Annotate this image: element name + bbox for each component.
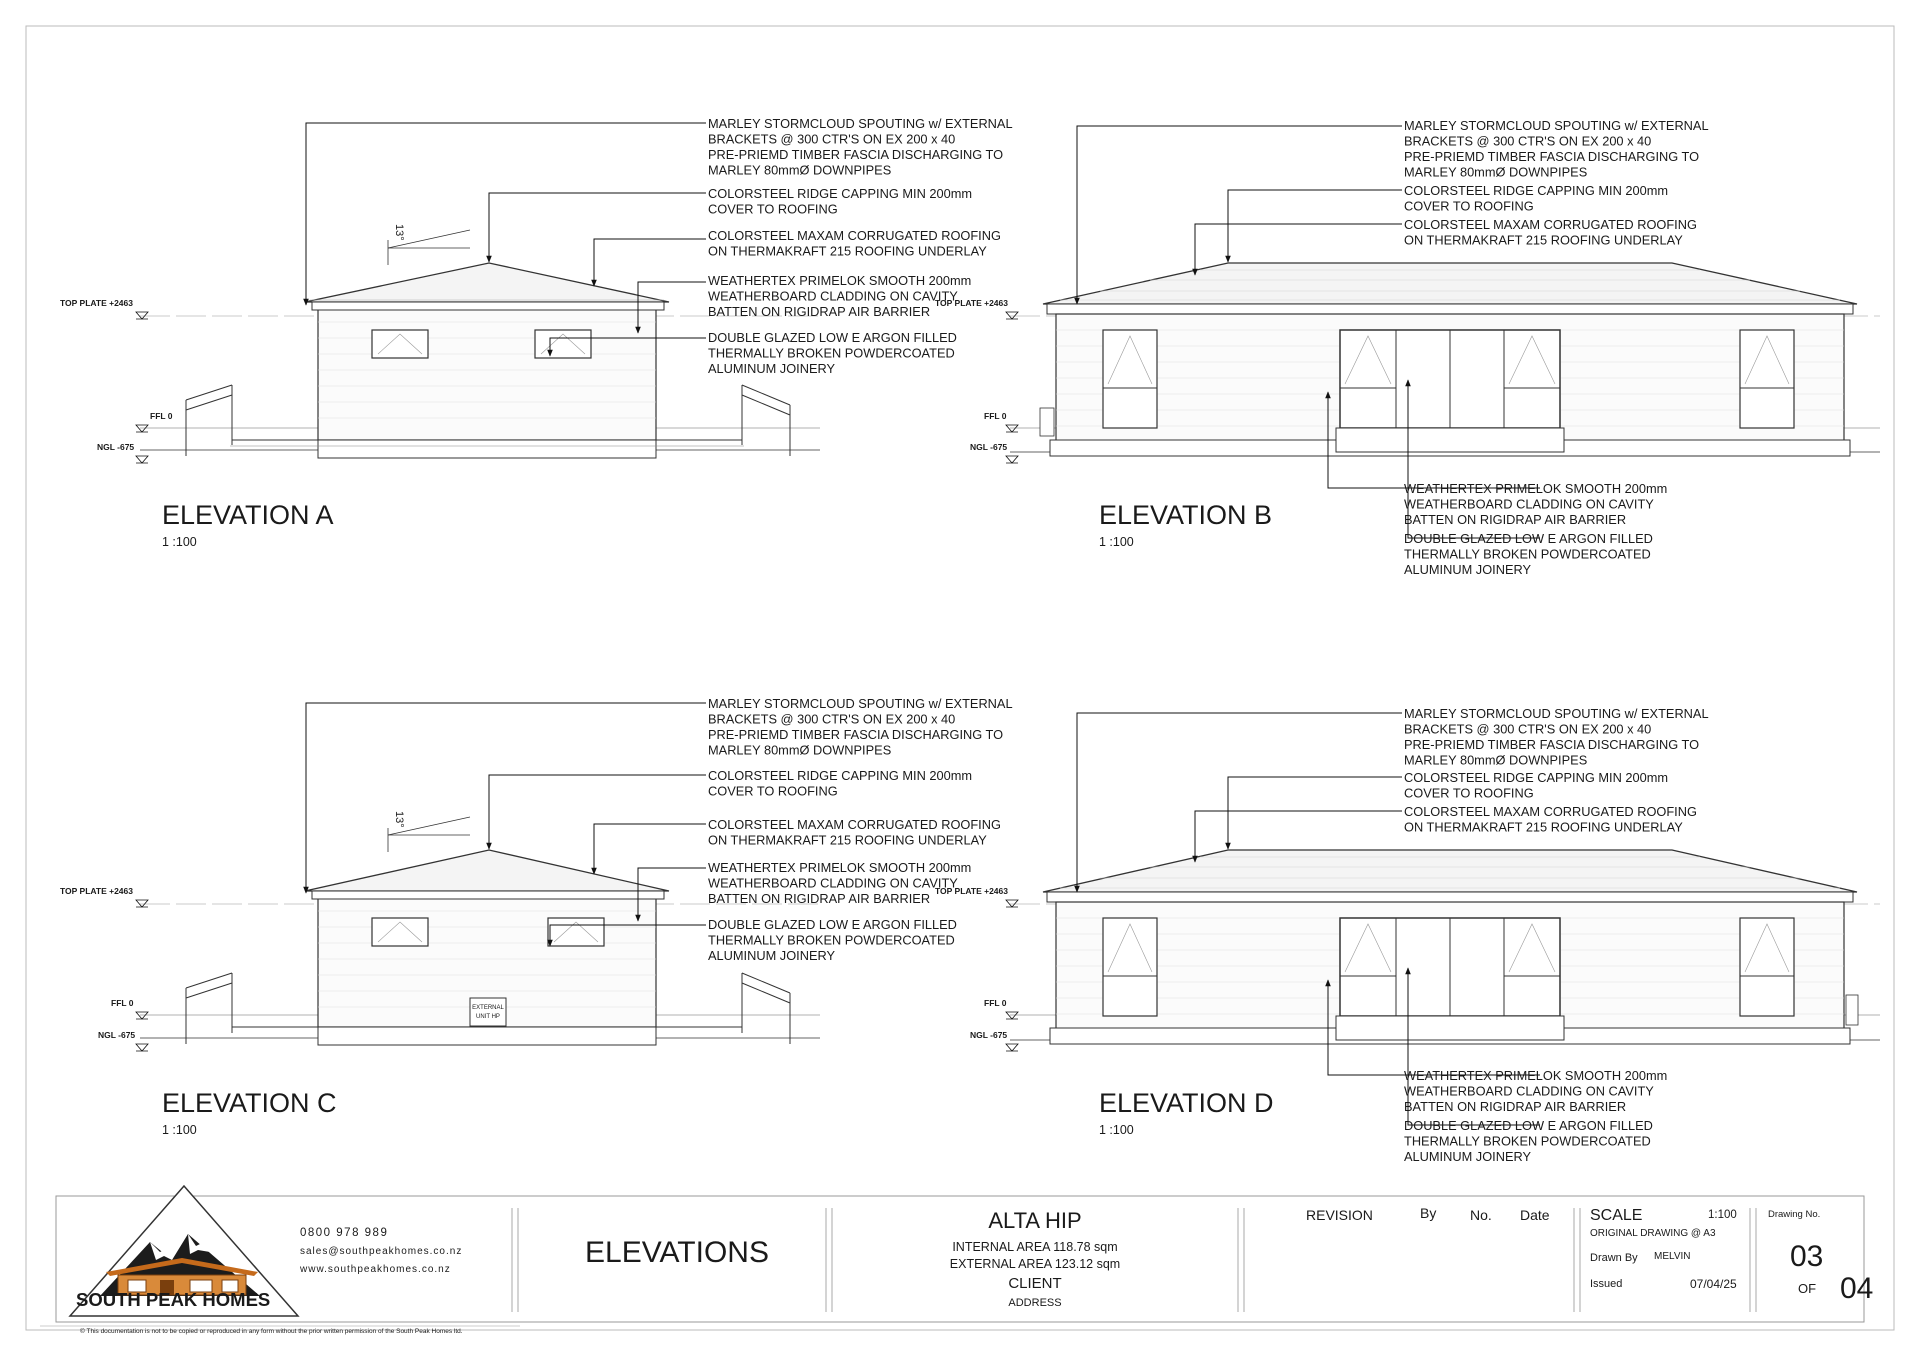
note-b-4-line-2: WEATHERBOARD CLADDING ON CAVITY: [1404, 496, 1654, 512]
note-c-1-line-3: PRE-PRIEMD TIMBER FASCIA DISCHARGING TO: [708, 727, 1004, 742]
title-block: [40, 1186, 1873, 1335]
elevation-b-scale: 1 :100: [1099, 535, 1134, 549]
level-marker-icon: [136, 312, 148, 319]
note-b-5-line-1: DOUBLE GLAZED LOW E ARGON FILLED: [1404, 531, 1653, 546]
level-marker-icon: [1006, 312, 1018, 319]
level-d-3: NGL -675: [970, 1030, 1008, 1040]
client-label: CLIENT: [1008, 1275, 1062, 1292]
note-c-5-line-3: ALUMINUM JOINERY: [708, 948, 836, 963]
note-b-1-line-4: MARLEY 80mmØ DOWNPIPES: [1404, 164, 1588, 180]
level-a-1: TOP PLATE +2463: [60, 298, 133, 308]
note-a-2-line-1: COLORSTEEL RIDGE CAPPING MIN 200mm: [708, 186, 973, 201]
level-marker-icon: [136, 456, 148, 463]
elevation-a-title: ELEVATION A: [162, 500, 334, 530]
level-marker-icon: [136, 425, 148, 432]
level-d-2: FFL 0: [984, 998, 1007, 1008]
note-d-5-line-3: ALUMINUM JOINERY: [1404, 1149, 1532, 1164]
note-b-5-line-2: THERMALLY BROKEN POWDERCOATED: [1404, 546, 1651, 562]
note-c-3-line-2: ON THERMAKRAFT 215 ROOFING UNDERLAY: [708, 832, 987, 848]
note-a-5-line-3: ALUMINUM JOINERY: [708, 361, 836, 376]
note-d-5-line-2: THERMALLY BROKEN POWDERCOATED: [1404, 1133, 1651, 1149]
revision-no-label: No.: [1470, 1207, 1492, 1223]
level-c-2: FFL 0: [111, 998, 134, 1008]
note-b-3-line-1: COLORSTEEL MAXAM CORRUGATED ROOFING: [1404, 217, 1697, 232]
elevation-d-title: ELEVATION D: [1099, 1088, 1274, 1118]
level-c-1: TOP PLATE +2463: [60, 886, 133, 896]
level-marker-icon: [136, 1012, 148, 1019]
level-marker-icon: [1006, 900, 1018, 907]
note-a-1-line-4: MARLEY 80mmØ DOWNPIPES: [708, 162, 892, 178]
note-d-3-line-1: COLORSTEEL MAXAM CORRUGATED ROOFING: [1404, 804, 1697, 819]
issued-value: 07/04/25: [1690, 1277, 1737, 1291]
note-d-4-line-2: WEATHERBOARD CLADDING ON CAVITY: [1404, 1083, 1654, 1099]
company-website: www.southpeakhomes.co.nz: [300, 1264, 451, 1275]
pitch-label-a: 13°: [393, 224, 405, 241]
scale-value: 1:100: [1708, 1209, 1737, 1221]
original-size-label: ORIGINAL DRAWING @ A3: [1590, 1228, 1716, 1239]
elevation-b-title: ELEVATION B: [1099, 500, 1273, 530]
of-label: OF: [1798, 1281, 1817, 1296]
elevation-c-title: ELEVATION C: [162, 1088, 337, 1118]
note-c-4-line-1: WEATHERTEX PRIMELOK SMOOTH 200mm: [708, 860, 972, 875]
level-marker-icon: [136, 900, 148, 907]
copyright-notice: © This documentation is not to be copied or reproduced in any form without the prior written permission of the South Peak Homes ltd.: [80, 1328, 463, 1335]
note-a-1-line-1: MARLEY STORMCLOUD SPOUTING w/ EXTERNAL: [708, 116, 1013, 131]
note-a-4-line-1: WEATHERTEX PRIMELOK SMOOTH 200mm: [708, 273, 972, 288]
total-sheets: 04: [1840, 1272, 1874, 1305]
note-b-1-line-2: BRACKETS @ 300 CTR'S ON EX 200 x 40: [1404, 133, 1652, 149]
level-marker-icon: [1006, 456, 1018, 463]
project-name: ALTA HIP: [988, 1208, 1082, 1233]
note-d-4-line-1: WEATHERTEX PRIMELOK SMOOTH 200mm: [1404, 1068, 1668, 1083]
note-c-1-line-1: MARLEY STORMCLOUD SPOUTING w/ EXTERNAL: [708, 696, 1013, 711]
note-d-2-line-1: COLORSTEEL RIDGE CAPPING MIN 200mm: [1404, 770, 1669, 785]
note-a-3-line-2: ON THERMAKRAFT 215 ROOFING UNDERLAY: [708, 243, 987, 259]
note-c-2-line-1: COLORSTEEL RIDGE CAPPING MIN 200mm: [708, 768, 973, 783]
level-marker-icon: [1006, 1012, 1018, 1019]
scale-label: SCALE: [1590, 1207, 1643, 1224]
note-a-4-line-2: WEATHERBOARD CLADDING ON CAVITY: [708, 288, 958, 304]
note-b-2-line-1: COLORSTEEL RIDGE CAPPING MIN 200mm: [1404, 183, 1669, 198]
level-marker-icon: [1006, 425, 1018, 432]
sheet-title: ELEVATIONS: [585, 1236, 769, 1269]
note-b-3-line-2: ON THERMAKRAFT 215 ROOFING UNDERLAY: [1404, 232, 1683, 248]
elevation-c-scale: 1 :100: [162, 1123, 197, 1137]
elevation-a-scale: 1 :100: [162, 535, 197, 549]
company-phone: 0800 978 989: [300, 1227, 389, 1239]
external-unit-box: [470, 998, 506, 1026]
note-a-4-line-3: BATTEN ON RIGIDRAP AIR BARRIER: [708, 304, 931, 319]
level-marker-icon: [136, 1044, 148, 1051]
note-b-1-line-1: MARLEY STORMCLOUD SPOUTING w/ EXTERNAL: [1404, 118, 1709, 133]
note-d-3-line-2: ON THERMAKRAFT 215 ROOFING UNDERLAY: [1404, 819, 1683, 835]
drawing-number: 03: [1790, 1240, 1824, 1273]
note-c-5-line-1: DOUBLE GLAZED LOW E ARGON FILLED: [708, 917, 957, 932]
note-a-5-line-2: THERMALLY BROKEN POWDERCOATED: [708, 345, 955, 361]
revision-date-label: Date: [1520, 1207, 1550, 1223]
internal-area: INTERNAL AREA 118.78 sqm: [952, 1240, 1118, 1254]
pitch-label-c: 13°: [393, 811, 405, 828]
note-c-5-line-2: THERMALLY BROKEN POWDERCOATED: [708, 932, 955, 948]
note-c-3-line-1: COLORSTEEL MAXAM CORRUGATED ROOFING: [708, 817, 1001, 832]
note-d-1-line-3: PRE-PRIEMD TIMBER FASCIA DISCHARGING TO: [1404, 737, 1700, 752]
note-d-1-line-2: BRACKETS @ 300 CTR'S ON EX 200 x 40: [1404, 721, 1652, 737]
note-a-1-line-3: PRE-PRIEMD TIMBER FASCIA DISCHARGING TO: [708, 147, 1004, 162]
note-a-1-line-2: BRACKETS @ 300 CTR'S ON EX 200 x 40: [708, 131, 956, 147]
external-unit-label-2: UNIT HP: [476, 1014, 500, 1020]
note-b-4-line-3: BATTEN ON RIGIDRAP AIR BARRIER: [1404, 512, 1627, 527]
note-c-1-line-4: MARLEY 80mmØ DOWNPIPES: [708, 742, 892, 758]
note-d-1-line-4: MARLEY 80mmØ DOWNPIPES: [1404, 752, 1588, 768]
note-c-4-line-2: WEATHERBOARD CLADDING ON CAVITY: [708, 875, 958, 891]
note-d-4-line-3: BATTEN ON RIGIDRAP AIR BARRIER: [1404, 1099, 1627, 1114]
level-b-3: NGL -675: [970, 442, 1008, 452]
revision-by-label: By: [1420, 1205, 1437, 1221]
note-d-5-line-1: DOUBLE GLAZED LOW E ARGON FILLED: [1404, 1118, 1653, 1133]
note-c-2-line-2: COVER TO ROOFING: [708, 783, 838, 799]
elevation-d-scale: 1 :100: [1099, 1123, 1134, 1137]
company-name: SOUTH PEAK HOMES: [76, 1289, 271, 1310]
external-unit-label-1: EXTERNAL: [472, 1005, 504, 1011]
note-b-5-line-3: ALUMINUM JOINERY: [1404, 562, 1532, 577]
level-b-2: FFL 0: [984, 411, 1007, 421]
note-a-2-line-2: COVER TO ROOFING: [708, 201, 838, 217]
note-d-2-line-2: COVER TO ROOFING: [1404, 785, 1534, 801]
drawn-by-value: MELVIN: [1654, 1251, 1691, 1262]
note-c-1-line-2: BRACKETS @ 300 CTR'S ON EX 200 x 40: [708, 711, 956, 727]
level-a-2: FFL 0: [150, 411, 173, 421]
level-d-1: TOP PLATE +2463: [935, 886, 1008, 896]
level-marker-icon: [1006, 1044, 1018, 1051]
external-area: EXTERNAL AREA 123.12 sqm: [949, 1257, 1121, 1271]
note-a-3-line-1: COLORSTEEL MAXAM CORRUGATED ROOFING: [708, 228, 1001, 243]
issued-label: Issued: [1590, 1278, 1623, 1290]
note-a-5-line-1: DOUBLE GLAZED LOW E ARGON FILLED: [708, 330, 957, 345]
revision-label: REVISION: [1306, 1207, 1373, 1223]
note-b-4-line-1: WEATHERTEX PRIMELOK SMOOTH 200mm: [1404, 481, 1668, 496]
company-email: sales@southpeakhomes.co.nz: [300, 1246, 463, 1257]
level-c-3: NGL -675: [98, 1030, 136, 1040]
note-c-4-line-3: BATTEN ON RIGIDRAP AIR BARRIER: [708, 891, 931, 906]
note-d-1-line-1: MARLEY STORMCLOUD SPOUTING w/ EXTERNAL: [1404, 706, 1709, 721]
level-a-3: NGL -675: [97, 442, 135, 452]
address-label: ADDRESS: [1008, 1297, 1062, 1309]
drawing-no-label: Drawing No.: [1768, 1209, 1821, 1220]
drawn-by-label: Drawn By: [1590, 1252, 1638, 1264]
level-b-1: TOP PLATE +2463: [935, 298, 1008, 308]
note-b-1-line-3: PRE-PRIEMD TIMBER FASCIA DISCHARGING TO: [1404, 149, 1700, 164]
note-b-2-line-2: COVER TO ROOFING: [1404, 198, 1534, 214]
